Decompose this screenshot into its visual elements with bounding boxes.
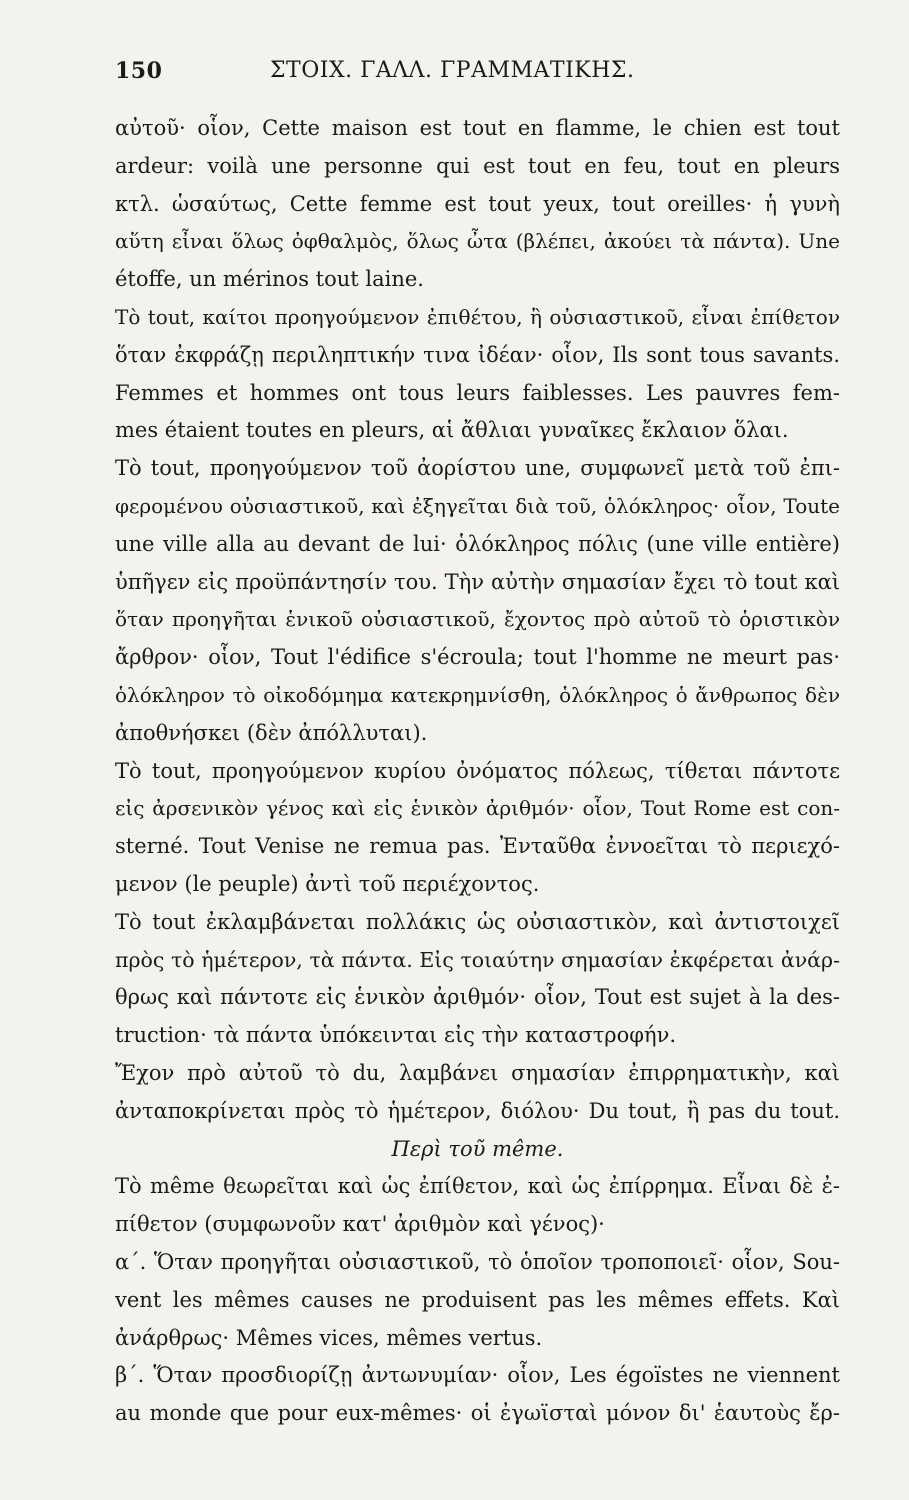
- text-line: αὕτη εἶναι ὅλως ὀφθαλμὸς, ὅλως ὦτα (βλέπει, ἀκούει τὰ πάντα). Une: [115, 229, 840, 254]
- text-line: μενον (le peuple) ἀντὶ τοῦ περιέχοντος.: [115, 871, 540, 896]
- text-line: ἀποθνήσκει (δὲν ἀπόλλυται).: [115, 720, 428, 745]
- text-line: θρως καὶ πάντοτε εἰς ἑνικὸν ἀριθμόν· οἷον, Tout est sujet à la des-: [115, 985, 840, 1010]
- text-line: κτλ. ὡσαύτως, Cette femme est tout yeux, tout oreilles· ἡ γυνὴ: [115, 191, 840, 216]
- text-line: α΄. Ὅταν προηγῆται οὐσιαστικοῦ, τὸ ὁποῖον τροποποιεῖ· οἷον, Sou-: [115, 1249, 840, 1274]
- running-head: ΣΤΟΙΧ. ΓΑΛΛ. ΓΡΑΜΜΑΤΙΚΗΣ.: [270, 58, 635, 83]
- page-header: [115, 58, 835, 88]
- text-line: vent les mêmes causes ne produisent pas les mêmes effets. Καὶ: [115, 1287, 840, 1312]
- text-line: Τὸ même θεωρεῖται καὶ ὡς ἐπίθετον, καὶ ὡς ἐπίρρημα. Εἶναι δὲ ἐ-: [115, 1174, 840, 1199]
- text-line: ardeur: voilà une personne qui est tout en feu, tout en pleurs: [115, 153, 840, 178]
- text-line: truction· τὰ πάντα ὑπόκεινται εἰς τὴν καταστροφήν.: [115, 1023, 677, 1048]
- text-line: Femmes et hommes ont tous leurs faiblesses. Les pauvres fem-: [115, 380, 840, 405]
- text-line: Τὸ tout ἐκλαμβάνεται πολλάκις ὡς οὐσιαστικὸν, καὶ ἀντιστοιχεῖ: [115, 909, 840, 934]
- text-line: εἰς ἀρσενικὸν γένος καὶ εἰς ἑνικὸν ἀριθμόν· οἷον, Tout Rome est con-: [115, 796, 840, 821]
- text-line: au monde que pour eux-mêmes· οἱ ἐγωϊσταὶ μόνον δι' ἑαυτοὺς ἔρ-: [115, 1401, 840, 1426]
- text-line: une ville alla au devant de lui· ὁλόκληρος πόλις (une ville entière): [115, 531, 840, 556]
- text-line: mes étaient toutes en pleurs, αἱ ἄθλιαι γυναῖκες ἔκλαιον ὅλαι.: [115, 418, 789, 443]
- text-line: ὅταν ἐκφράζῃ περιληπτικήν τινα ἰδέαν· οἷον, Ils sont tous savants.: [115, 342, 840, 367]
- text-line: Τὸ tout, καίτοι προηγούμενον ἐπιθέτου, ἢ οὐσιαστικοῦ, εἶναι ἐπίθετον: [115, 304, 840, 329]
- text-line: ἀνταποκρίνεται πρὸς τὸ ἡμέτερον, διόλου· Du tout, ἢ pas du tout.: [115, 1098, 840, 1123]
- text-line: ὑπῆγεν εἰς προϋπάντησίν του. Τὴν αὐτὴν σημασίαν ἔχει τὸ tout καὶ: [115, 569, 840, 594]
- text-line: sterné. Tout Venise ne remua pas. Ἐνταῦθα ἐννοεῖται τὸ περιεχό-: [115, 834, 840, 859]
- text-line: φερομένου οὐσιαστικοῦ, καὶ ἐξηγεῖται διὰ τοῦ, ὁλόκληρος· οἷον, Toute: [115, 493, 840, 518]
- text-line: étoffe, un mérinos tout laine.: [115, 267, 424, 292]
- text-line: Ἔχον πρὸ αὐτοῦ τὸ du, λαμβάνει σημασίαν ἐπιρρηματικὴν, καὶ: [115, 1060, 840, 1085]
- text-line: ἄρθρον· οἷον, Tout l'édifice s'écroula; tout l'homme ne meurt pas·: [115, 645, 840, 670]
- text-line: ὁλόκληρον τὸ οἰκοδόμημα κατεκρημνίσθη, ὁλόκληρος ὁ ἄνθρωπος δὲν: [115, 682, 840, 707]
- page-number: 150: [115, 58, 163, 84]
- text-line: αὐτοῦ· οἷον, Cette maison est tout en flamme, le chien est tout: [115, 116, 840, 140]
- text-line: Τὸ tout, προηγούμενον κυρίου ὀνόματος πόλεως, τίθεται πάντοτε: [115, 758, 840, 783]
- text-line: ἀνάρθρως· Mêmes vices, mêmes vertus.: [115, 1325, 543, 1350]
- text-line: β΄. Ὅταν προσδιορίζῃ ἀντωνυμίαν· οἷον, Les égoïstes ne viennent: [115, 1363, 840, 1388]
- section-heading: Περὶ τοῦ même.: [391, 1136, 564, 1161]
- text-line: Τὸ tout, προηγούμενον τοῦ ἀορίστου une, συμφωνεῖ μετὰ τοῦ ἐπι-: [115, 456, 840, 481]
- text-line: πίθετον (συμφωνοῦν κατ' ἀριθμὸν καὶ γένος)·: [115, 1212, 605, 1237]
- text-line: πρὸς τὸ ἡμέτερον, τὰ πάντα. Εἰς τοιαύτην σημασίαν ἐκφέρεται ἀνάρ-: [115, 947, 840, 972]
- page-body: [115, 110, 840, 1433]
- text-line: ὅταν προηγῆται ἑνικοῦ οὐσιαστικοῦ, ἔχοντος πρὸ αὐτοῦ τὸ ὁριστικὸν: [115, 607, 840, 632]
